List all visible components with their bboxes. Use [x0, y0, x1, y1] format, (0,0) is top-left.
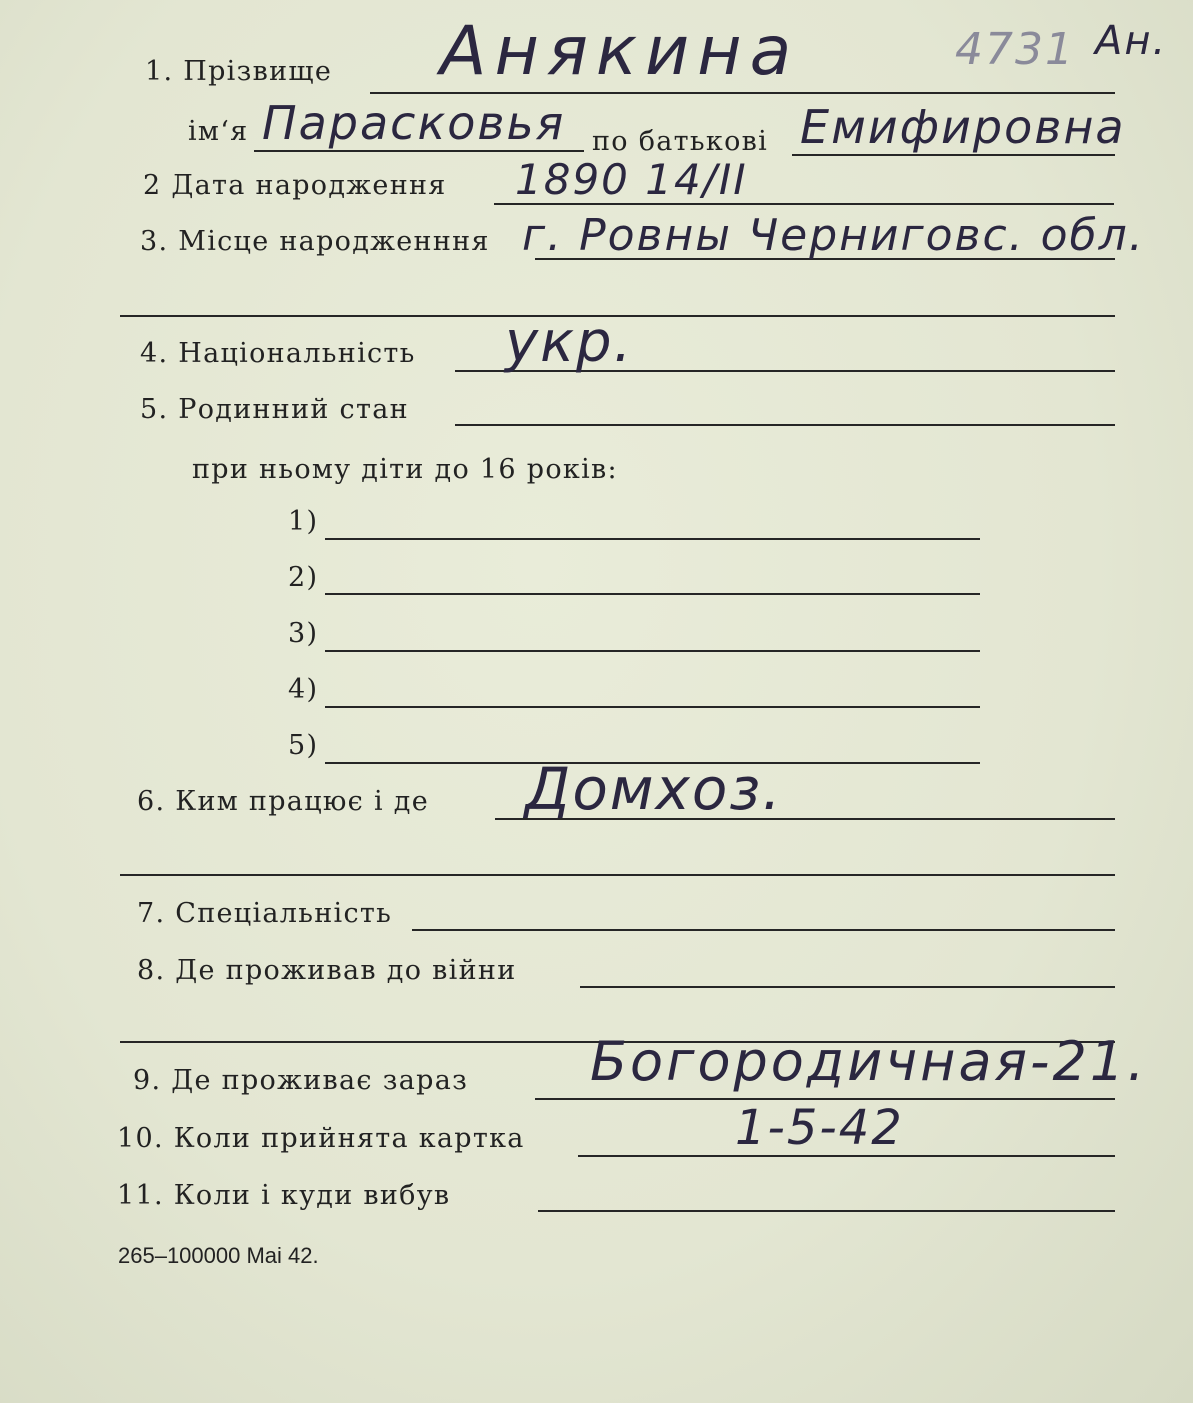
- departed-label: 11. Коли і куди вибув: [117, 1180, 451, 1211]
- child-1-line: [325, 538, 980, 540]
- specialty-line: [412, 929, 1115, 931]
- marital-status-label: 5. Родинний стан: [140, 394, 409, 425]
- child-5-label: 5): [288, 730, 319, 761]
- surname-value: Анякина: [440, 12, 800, 91]
- surname-label: 1. Прізвище: [145, 56, 333, 87]
- print-code: 265–100000 Mai 42.: [118, 1243, 319, 1268]
- patronymic-label: по батькові: [592, 126, 769, 157]
- birth-date-value: 1890 14/II: [515, 155, 748, 204]
- corner-mark: Ан.: [1095, 18, 1168, 64]
- child-3-line: [325, 650, 980, 652]
- surname-line: [370, 92, 1115, 94]
- birth-date-label: 2 Дата народження: [143, 170, 447, 201]
- prewar-residence-label: 8. Де проживав до війни: [137, 955, 517, 986]
- name-value: Парасковья: [262, 96, 566, 150]
- work-line-2: [120, 874, 1115, 876]
- children-label: при ньому діти до 16 років:: [192, 454, 618, 485]
- prewar-residence-line: [580, 986, 1115, 988]
- child-2-line: [325, 593, 980, 595]
- child-1-label: 1): [288, 506, 319, 537]
- birth-place-value: г. Ровны Черниговс. обл.: [522, 210, 1145, 261]
- birth-place-label: 3. Місце народженння: [140, 226, 490, 257]
- card-number: 4731: [955, 24, 1075, 75]
- child-3-label: 3): [288, 618, 319, 649]
- card-accepted-label: 10. Коли прийнята картка: [117, 1123, 525, 1154]
- child-2-label: 2): [288, 562, 319, 593]
- current-residence-value: Богородичная-21.: [590, 1030, 1148, 1093]
- patronymic-line: [792, 154, 1115, 156]
- marital-status-line: [455, 424, 1115, 426]
- card-accepted-value: 1-5-42: [735, 1100, 904, 1156]
- departed-line: [538, 1210, 1115, 1212]
- name-line: [254, 150, 584, 152]
- work-value: Домхоз.: [525, 755, 783, 823]
- current-residence-label: 9. Де проживає зараз: [133, 1065, 469, 1096]
- patronymic-value: Емифировна: [800, 100, 1126, 154]
- nationality-value: укр.: [505, 310, 634, 375]
- specialty-label: 7. Спеціальність: [137, 898, 393, 929]
- name-label: ім‘я: [188, 116, 249, 147]
- child-4-line: [325, 706, 980, 708]
- nationality-label: 4. Національність: [140, 338, 416, 369]
- work-label: 6. Ким працює і де: [137, 786, 429, 817]
- child-4-label: 4): [288, 674, 319, 705]
